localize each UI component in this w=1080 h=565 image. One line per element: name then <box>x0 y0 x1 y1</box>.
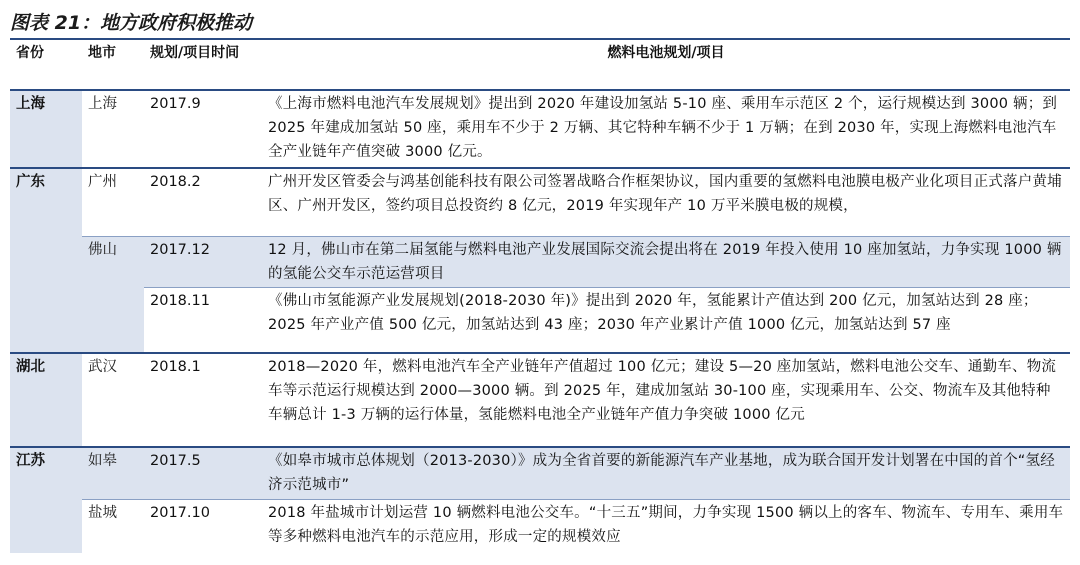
time-cell: 2017.9 <box>144 90 262 168</box>
time-cell: 2017.10 <box>144 499 262 553</box>
table-row <box>10 499 1070 553</box>
province-cell <box>10 499 82 553</box>
city-cell: 如皋 <box>82 447 144 499</box>
table-header-row <box>10 42 1070 90</box>
table-row <box>10 287 1070 353</box>
header-time: 规划/项目时间 <box>144 42 262 90</box>
table-row <box>10 236 1070 287</box>
header-province: 省份 <box>10 42 82 90</box>
time-cell: 2018.2 <box>144 168 262 236</box>
province-cell: 湖北 <box>10 353 82 447</box>
province-cell <box>10 236 82 287</box>
header-plan: 燃料电池规划/项目 <box>262 42 1070 90</box>
time-cell: 2017.12 <box>144 236 262 287</box>
header-city: 地市 <box>82 42 144 90</box>
time-cell: 2018.11 <box>144 287 262 353</box>
plan-cell: 12 月，佛山市在第二届氢能与燃料电池产业发展国际交流会提出将在 2019 年投入使用 10 座加氢站，力争实现 1000 辆的氢能公交车示范运营项目 <box>262 236 1070 287</box>
city-cell <box>82 287 144 353</box>
plan-cell: 2018—2020 年，燃料电池汽车全产业链年产值超过 100 亿元；建设 5—20 座加氢站，燃料电池公交车、通勤车、物流车等示范运行规模达到 2000—3000 辆。到 2025 年，建成加氢站 30-100 座，实现乘用车、公交、物流车及其他特种车辆总计 1-3 万辆的运行体量，氢能燃料电池全产业链年产值力争突破 1000 亿元 <box>262 353 1070 447</box>
plan-cell: 广州开发区管委会与鸿基创能科技有限公司签署战略合作框架协议，国内重要的氢燃料电池膜电极产业化项目正式落户黄埔区、广州开发区，签约项目总投资约 8 亿元，2019 年实现年产 10 万平米膜电极的规模， <box>262 168 1070 236</box>
city-cell: 上海 <box>82 90 144 168</box>
province-cell: 广东 <box>10 168 82 236</box>
city-cell: 佛山 <box>82 236 144 287</box>
plan-cell: 《如皋市城市总体规划（2013-2030）》成为全省首要的新能源汽车产业基地，成为联合国开发计划署在中国的首个“氢经济示范城市” <box>262 447 1070 499</box>
table-row <box>10 447 1070 499</box>
plan-cell: 《上海市燃料电池汽车发展规划》提出到 2020 年建设加氢站 5-10 座、乘用车示范区 2 个，运行规模达到 3000 辆；到 2025 年建成加氢站 50 座，乘用车不少于 2 万辆、其它特种车辆不少于 1 万辆；在到 2030 年，实现上海燃料电池汽车全产业链年产值突破 3000 亿元。 <box>262 90 1070 168</box>
city-cell: 广州 <box>82 168 144 236</box>
city-cell: 盐城 <box>82 499 144 553</box>
table-row <box>10 168 1070 236</box>
policy-table <box>10 42 1070 553</box>
plan-cell: 2018 年盐城市计划运营 10 辆燃料电池公交车。“十三五”期间，力争实现 1500 辆以上的客车、物流车、专用车、乘用车等多种燃料电池汽车的示范应用，形成一定的规模效应 <box>262 499 1070 553</box>
plan-cell: 《佛山市氢能源产业发展规划(2018-2030 年)》提出到 2020 年，氢能累计产值达到 200 亿元，加氢站达到 28 座；2025 年产业产值 500 亿元，加氢站达到 43 座；2030 年产业累计产值 1000 亿元，加氢站达到 57 座 <box>262 287 1070 353</box>
time-cell: 2017.5 <box>144 447 262 499</box>
table-row <box>10 90 1070 168</box>
province-cell <box>10 287 82 353</box>
time-cell: 2018.1 <box>144 353 262 447</box>
province-cell: 江苏 <box>10 447 82 499</box>
figure-title: 图表 21：地方政府积极推动 <box>10 8 1070 40</box>
table-row <box>10 353 1070 447</box>
city-cell: 武汉 <box>82 353 144 447</box>
province-cell: 上海 <box>10 90 82 168</box>
